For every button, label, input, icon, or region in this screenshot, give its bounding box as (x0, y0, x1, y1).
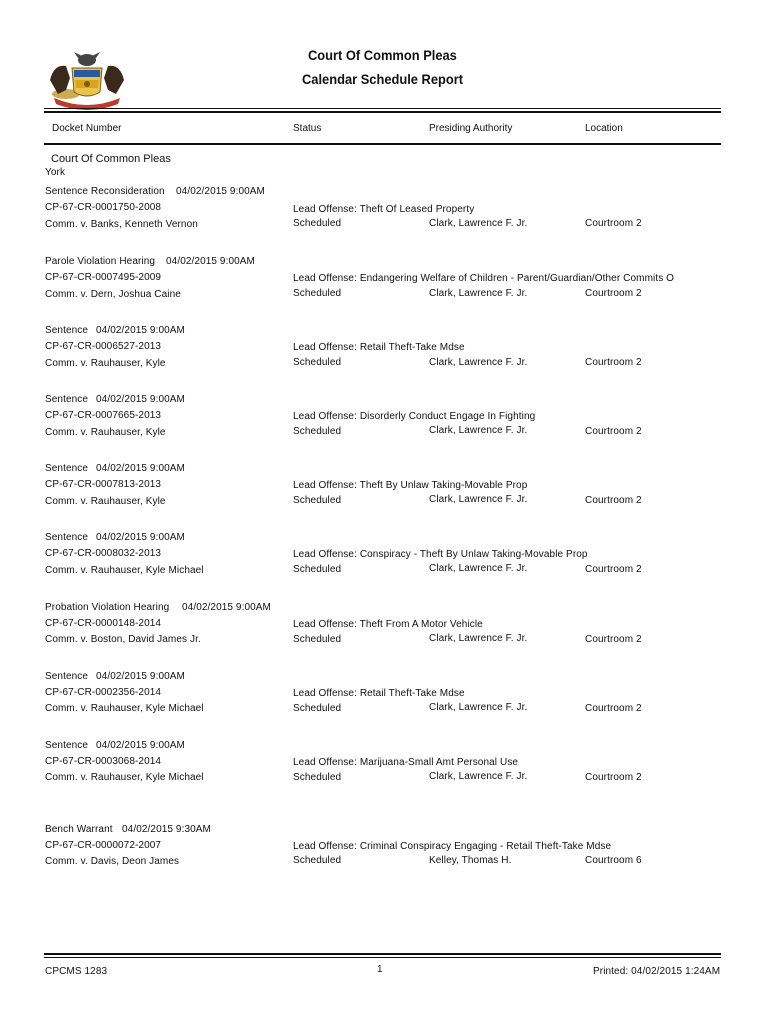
column-header-rule (44, 143, 721, 145)
event-datetime: 04/02/2015 9:00AM (96, 325, 185, 336)
presiding-authority: Clark, Lawrence F. Jr. (429, 633, 528, 644)
event-datetime: 04/02/2015 9:00AM (182, 602, 271, 613)
docket-number: CP-67-CR-0001750-2008 (45, 202, 162, 213)
event-type: Sentence (45, 325, 89, 336)
report-subtitle: Calendar Schedule Report (302, 71, 464, 87)
status: Scheduled (293, 634, 342, 645)
event-datetime: 04/02/2015 9:00AM (96, 463, 185, 474)
column-header-status: Status (293, 123, 322, 134)
case-caption: Comm. v. Rauhauser, Kyle Michael (45, 565, 204, 576)
calendar-entry (0, 602, 768, 662)
event-type: Sentence (45, 671, 89, 682)
location: Courtroom 2 (585, 426, 642, 437)
presiding-authority: Kelley, Thomas H. (429, 855, 512, 866)
event-type: Sentence (45, 463, 89, 474)
event-datetime: 04/02/2015 9:00AM (96, 532, 185, 543)
lead-offense: Lead Offense: Criminal Conspiracy Engaging - Retail Theft-Take Mdse (293, 841, 612, 852)
event-type: Sentence (45, 394, 89, 405)
docket-number: CP-67-CR-0007813-2013 (45, 479, 162, 490)
lead-offense: Lead Offense: Retail Theft-Take Mdse (293, 342, 465, 353)
status: Scheduled (293, 564, 342, 575)
presiding-authority: Clark, Lawrence F. Jr. (429, 218, 528, 229)
status: Scheduled (293, 218, 342, 229)
page-number: 1 (377, 964, 383, 975)
case-caption: Comm. v. Banks, Kenneth Vernon (45, 219, 198, 230)
status: Scheduled (293, 772, 342, 783)
report-title: Court Of Common Pleas (308, 47, 457, 63)
status: Scheduled (293, 495, 342, 506)
event-type: Bench Warrant (45, 824, 113, 835)
case-caption: Comm. v. Rauhauser, Kyle (45, 358, 166, 369)
docket-number: CP-67-CR-0000148-2014 (45, 618, 162, 629)
lead-offense: Lead Offense: Theft Of Leased Property (293, 204, 475, 215)
location: Courtroom 2 (585, 218, 642, 229)
calendar-entry (0, 256, 768, 316)
location: Courtroom 2 (585, 634, 642, 645)
event-datetime: 04/02/2015 9:00AM (176, 186, 265, 197)
case-caption: Comm. v. Rauhauser, Kyle (45, 496, 166, 507)
event-datetime: 04/02/2015 9:00AM (166, 256, 255, 267)
location: Courtroom 2 (585, 772, 642, 783)
location: Courtroom 2 (585, 357, 642, 368)
presiding-authority: Clark, Lawrence F. Jr. (429, 357, 528, 368)
lead-offense: Lead Offense: Retail Theft-Take Mdse (293, 688, 465, 699)
calendar-entry (0, 740, 768, 800)
header-rule-thick (44, 111, 721, 113)
case-caption: Comm. v. Rauhauser, Kyle Michael (45, 703, 204, 714)
lead-offense: Lead Offense: Marijuana-Small Amt Personal Use (293, 757, 519, 768)
event-datetime: 04/02/2015 9:30AM (122, 824, 211, 835)
docket-number: CP-67-CR-0006527-2013 (45, 341, 162, 352)
lead-offense: Lead Offense: Endangering Welfare of Children - Parent/Guardian/Other Commits O (293, 273, 675, 284)
lead-offense: Lead Offense: Disorderly Conduct Engage In Fighting (293, 411, 536, 422)
event-datetime: 04/02/2015 9:00AM (96, 671, 185, 682)
case-caption: Comm. v. Boston, David James Jr. (45, 634, 201, 645)
case-caption: Comm. v. Rauhauser, Kyle (45, 427, 166, 438)
presiding-authority: Clark, Lawrence F. Jr. (429, 494, 528, 505)
status: Scheduled (293, 357, 342, 368)
column-header-docket: Docket Number (52, 123, 122, 134)
location: Courtroom 2 (585, 495, 642, 506)
section-county: York (45, 167, 66, 178)
presiding-authority: Clark, Lawrence F. Jr. (429, 288, 528, 299)
docket-number: CP-67-CR-0002356-2014 (45, 687, 162, 698)
presiding-authority: Clark, Lawrence F. Jr. (429, 563, 528, 574)
calendar-entry (0, 532, 768, 592)
lead-offense: Lead Offense: Theft By Unlaw Taking-Movable Prop (293, 480, 528, 491)
event-type: Parole Violation Hearing (45, 256, 156, 267)
event-datetime: 04/02/2015 9:00AM (96, 394, 185, 405)
footer-rule-thick (44, 953, 721, 955)
docket-number: CP-67-CR-0007495-2009 (45, 272, 162, 283)
footer-rule-thin (44, 957, 721, 958)
case-caption: Comm. v. Dern, Joshua Caine (45, 289, 181, 300)
docket-number: CP-67-CR-0003068-2014 (45, 756, 162, 767)
event-type: Sentence Reconsideration (45, 186, 165, 197)
event-type: Probation Violation Hearing (45, 602, 170, 613)
lead-offense: Lead Offense: Theft From A Motor Vehicle (293, 619, 483, 630)
case-caption: Comm. v. Davis, Deon James (45, 856, 180, 867)
calendar-entry (0, 671, 768, 731)
printed-timestamp: Printed: 04/02/2015 1:24AM (593, 966, 721, 977)
case-caption: Comm. v. Rauhauser, Kyle Michael (45, 772, 204, 783)
docket-number: CP-67-CR-0008032-2013 (45, 548, 162, 559)
status: Scheduled (293, 426, 342, 437)
presiding-authority: Clark, Lawrence F. Jr. (429, 702, 528, 713)
event-datetime: 04/02/2015 9:00AM (96, 740, 185, 751)
presiding-authority: Clark, Lawrence F. Jr. (429, 771, 528, 782)
presiding-authority: Clark, Lawrence F. Jr. (429, 425, 528, 436)
calendar-entry (0, 186, 768, 246)
status: Scheduled (293, 288, 342, 299)
calendar-entry (0, 325, 768, 385)
location: Courtroom 2 (585, 288, 642, 299)
section-court: Court Of Common Pleas (51, 153, 171, 165)
event-type: Sentence (45, 532, 89, 543)
calendar-entry (0, 463, 768, 523)
pennsylvania-seal-icon (44, 50, 130, 110)
location: Courtroom 6 (585, 855, 642, 866)
column-header-authority: Presiding Authority (429, 123, 513, 134)
location: Courtroom 2 (585, 703, 642, 714)
docket-number: CP-67-CR-0007665-2013 (45, 410, 162, 421)
form-code: CPCMS 1283 (45, 966, 108, 977)
lead-offense: Lead Offense: Conspiracy - Theft By Unlaw Taking-Movable Prop (293, 549, 588, 560)
docket-number: CP-67-CR-0000072-2007 (45, 840, 162, 851)
calendar-entry (0, 394, 768, 454)
event-type: Sentence (45, 740, 89, 751)
header-rule-thin (44, 108, 721, 109)
column-header-location: Location (585, 123, 623, 134)
status: Scheduled (293, 703, 342, 714)
location: Courtroom 2 (585, 564, 642, 575)
status: Scheduled (293, 855, 342, 866)
calendar-entry (0, 824, 768, 884)
